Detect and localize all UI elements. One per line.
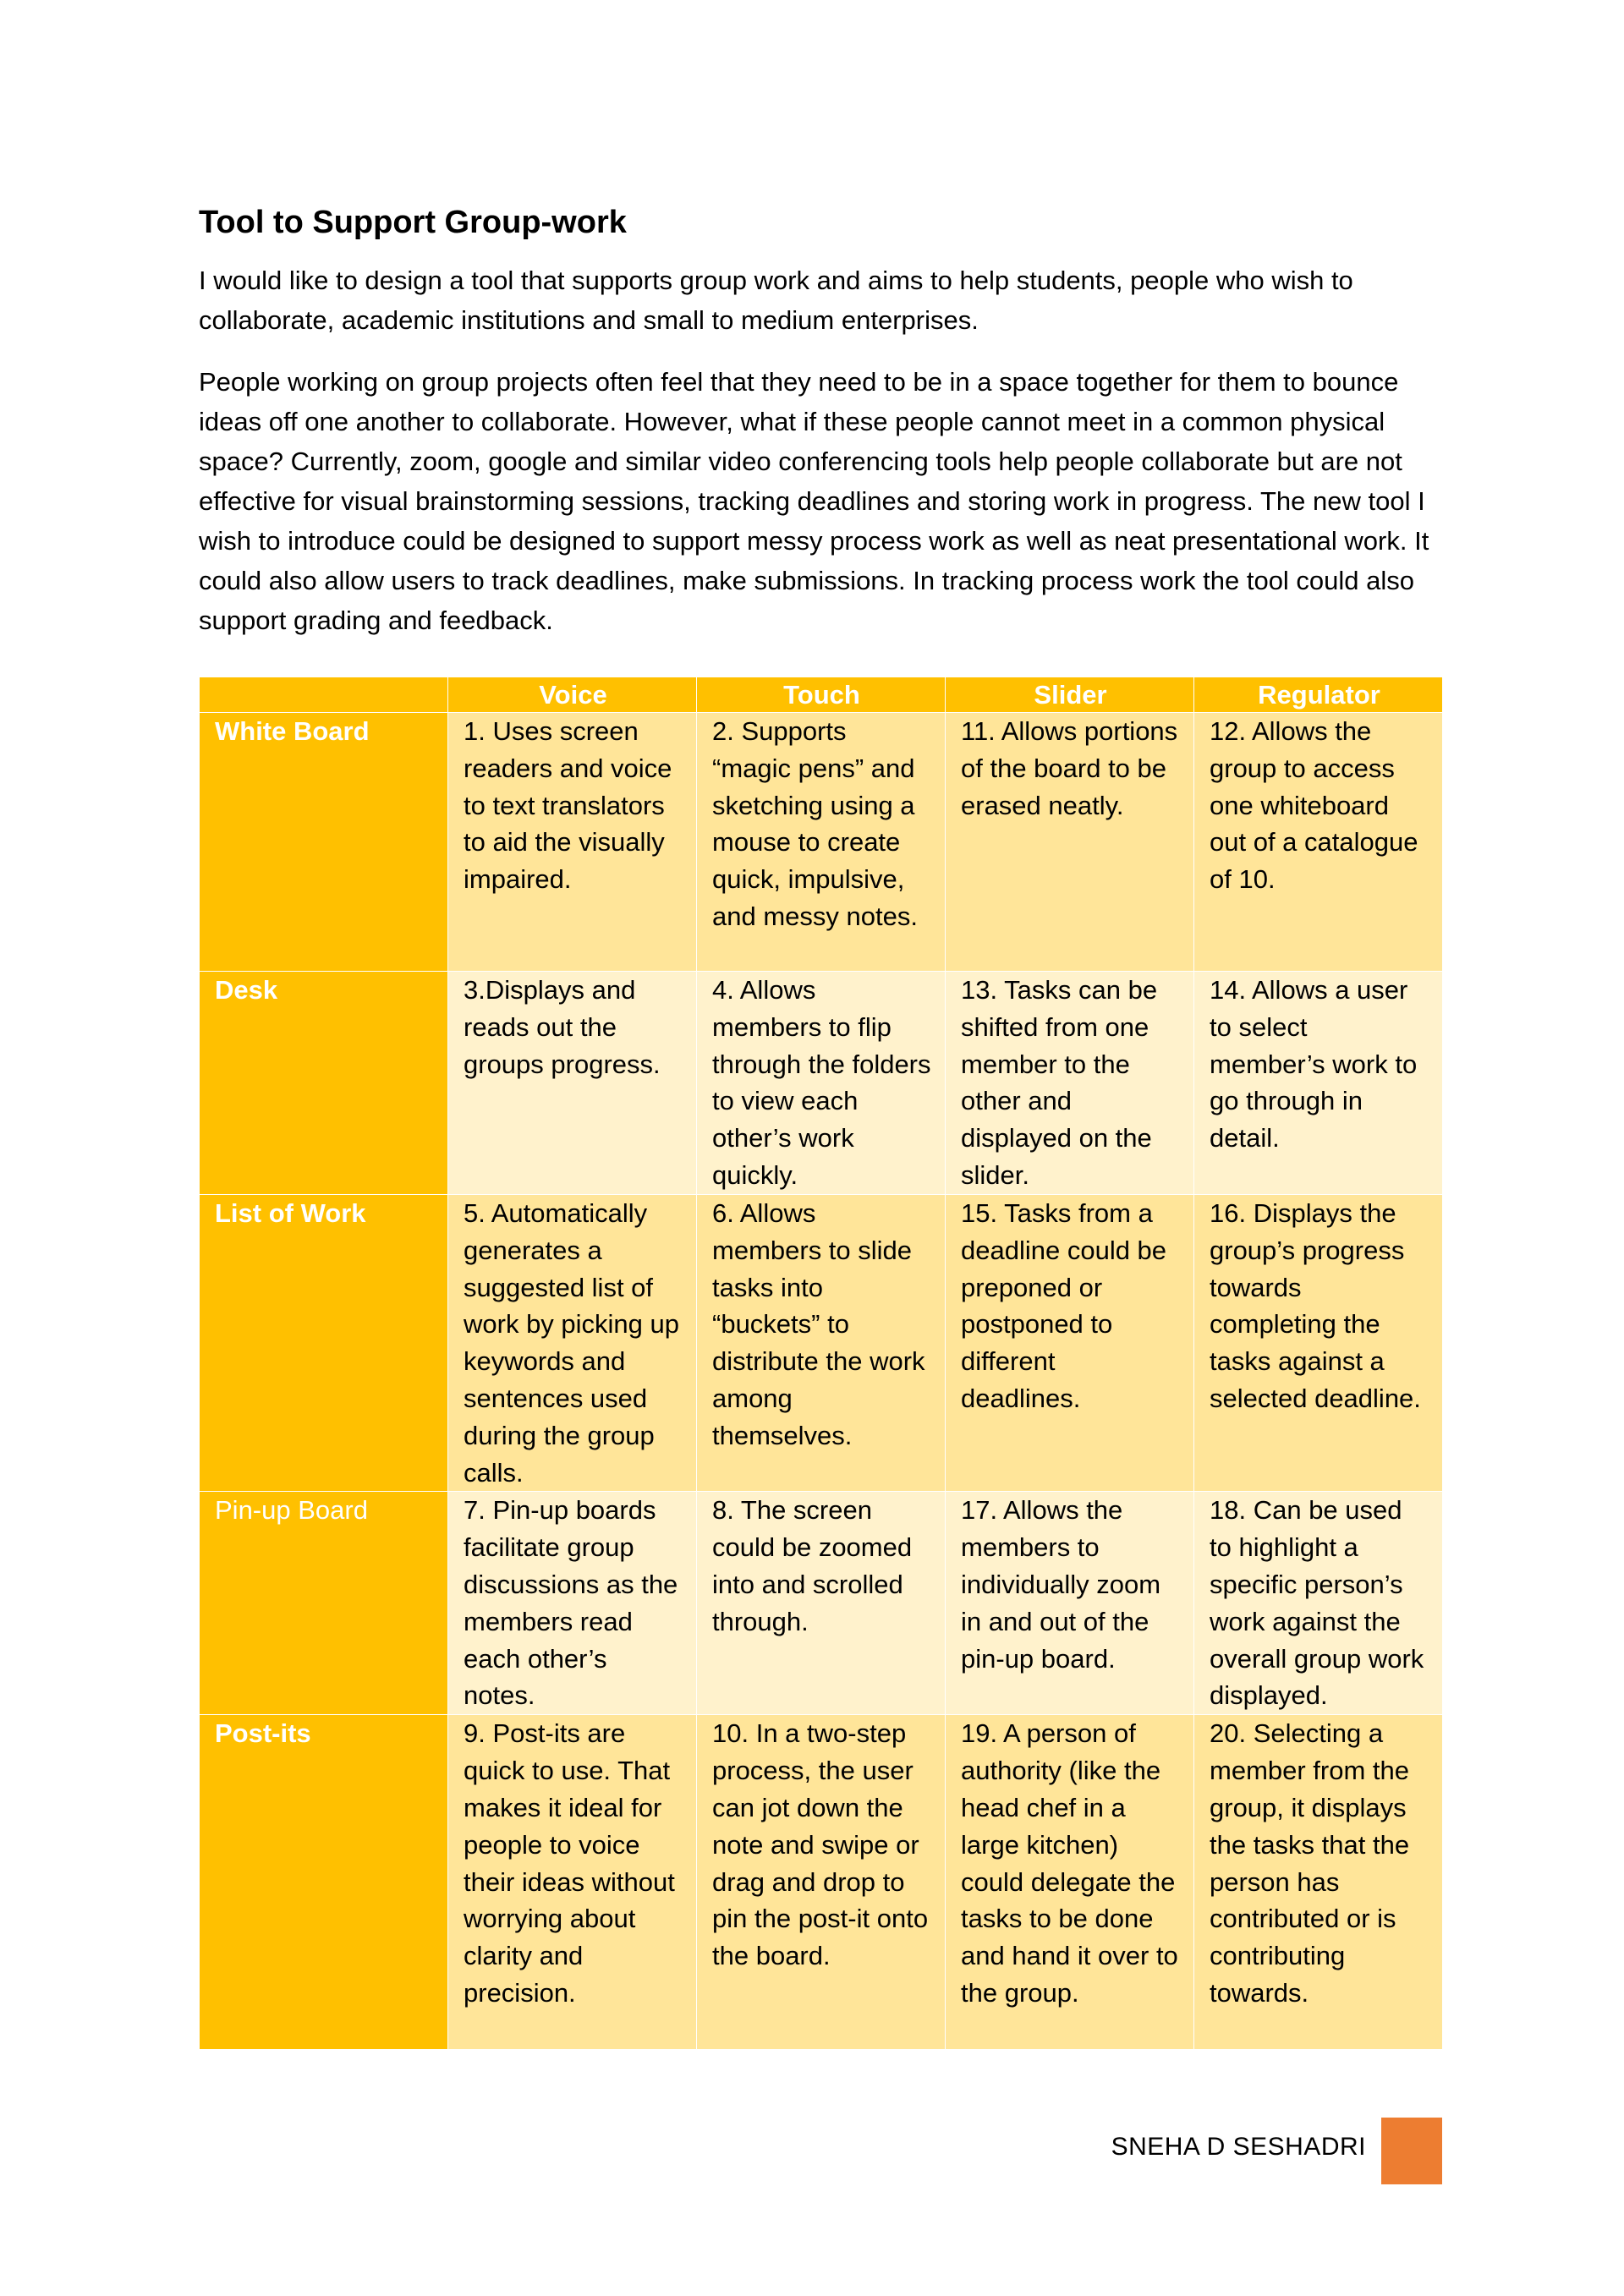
table-cell: 11. Allows portions of the board to be erased neatly. (946, 713, 1194, 972)
table-cell: 3.Displays and reads out the groups progress. (448, 972, 697, 1195)
table-corner-cell (200, 677, 448, 713)
table-row (200, 713, 1443, 972)
table-cell: 14. Allows a user to select member’s work to go through in detail. (1194, 972, 1443, 1195)
feature-matrix-table (199, 677, 1443, 2050)
table-row (200, 972, 1443, 1195)
table-cell: 5. Automatically generates a suggested list of work by picking up keywords and sentences used during the group calls. (448, 1195, 697, 1492)
footer-accent-block (1381, 2118, 1442, 2184)
row-header-post-its: Post-its (200, 1715, 448, 2050)
column-header-touch: Touch (697, 677, 946, 713)
table-cell: 2. Supports “magic pens” and sketching using a mouse to create quick, impulsive, and messy notes. (697, 713, 946, 972)
row-header-pin-up-board: Pin-up Board (200, 1492, 448, 1715)
table-cell: 18. Can be used to highlight a specific person’s work against the overall group work displayed. (1194, 1492, 1443, 1715)
table-cell: 1. Uses screen readers and voice to text translators to aid the visually impaired. (448, 713, 697, 972)
intro-paragraph: I would like to design a tool that supports group work and aims to help students, people who wish to collaborate, academic institutions and small to medium enterprises. (199, 266, 1353, 335)
table-cell: 4. Allows members to flip through the folders to view each other’s work quickly. (697, 972, 946, 1195)
table-cell: 7. Pin-up boards facilitate group discussions as the members read each other’s notes. (448, 1492, 697, 1715)
table-row (200, 1492, 1443, 1715)
table-cell: 13. Tasks can be shifted from one member to the other and displayed on the slider. (946, 972, 1194, 1195)
table-cell: 9. Post-its are quick to use. That makes it ideal for people to voice their ideas without worrying about clarity and precision. (448, 1715, 697, 2050)
table-cell: 19. A person of authority (like the head chef in a large kitchen) could delegate the tasks to be done and hand it over to the group. (946, 1715, 1194, 2050)
table-cell: 8. The screen could be zoomed into and scrolled through. (697, 1492, 946, 1715)
row-header-desk: Desk (200, 972, 448, 1195)
table-header-row (200, 677, 1443, 713)
table-cell: 20. Selecting a member from the group, it displays the tasks that the person has contributed or is contributing towards. (1194, 1715, 1443, 2050)
table-cell: 17. Allows the members to individually zoom in and out of the pin-up board. (946, 1492, 1194, 1715)
row-header-list-of-work: List of Work (200, 1195, 448, 1492)
table-cell: 10. In a two-step process, the user can jot down the note and swipe or drag and drop to pin the post-it onto the board. (697, 1715, 946, 2050)
table-cell: 16. Displays the group’s progress towards completing the tasks against a selected deadline. (1194, 1195, 1443, 1492)
column-header-regulator: Regulator (1194, 677, 1443, 713)
table-row (200, 1195, 1443, 1492)
footer-author: SNEHA D SESHADRI (1111, 2133, 1366, 2161)
problem-paragraph: People working on group projects often feel that they need to be in a space together for them to bounce ideas off one another to collaborate. However, what if these people cannot meet in a common physical space? Currently, zoom, google and similar video conferencing tools help people collaborate but are not effective for visual brainstorming sessions, tracking deadlines and storing work in progress. The new tool I wish to introduce could be designed to support messy process work as well as neat presentational work. It could also allow users to track deadlines, make submissions. In tracking process work the tool could also support grading and feedback. (199, 367, 1429, 635)
table-cell: 15. Tasks from a deadline could be preponed or postponed to different deadlines. (946, 1195, 1194, 1492)
table-cell: 12. Allows the group to access one whiteboard out of a catalogue of 10. (1194, 713, 1443, 972)
page-title: Tool to Support Group-work (199, 205, 627, 240)
document-body (199, 203, 1442, 662)
row-header-white-board: White Board (200, 713, 448, 972)
column-header-voice: Voice (448, 677, 697, 713)
table-row (200, 1715, 1443, 2050)
table-cell: 6. Allows members to slide tasks into “buckets” to distribute the work among themselves. (697, 1195, 946, 1492)
column-header-slider: Slider (946, 677, 1194, 713)
